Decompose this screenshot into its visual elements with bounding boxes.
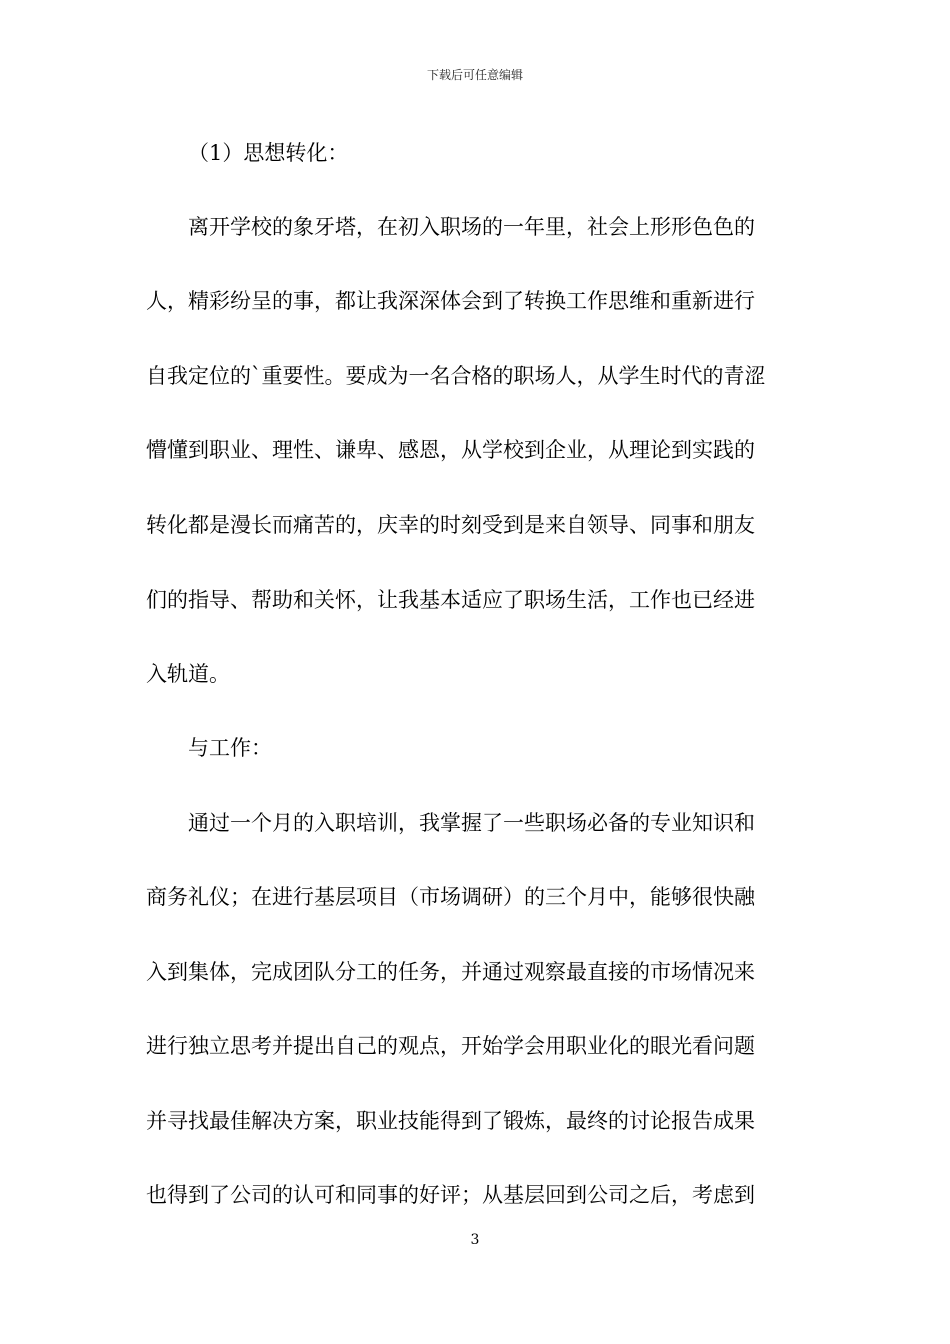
paragraph-line: 入轨道。 <box>146 662 230 686</box>
paragraph-line: 进行独立思考并提出自己的观点，开始学会用职业化的眼光看问题 <box>146 1034 755 1058</box>
paragraph-line: 转化都是漫长而痛苦的，庆幸的时刻受到是来自领导、同事和朋友 <box>146 513 755 537</box>
page-number: 3 <box>470 1232 480 1248</box>
paragraph-line: 人，精彩纷呈的事，都让我深深体会到了转换工作思维和重新进行 <box>146 289 755 313</box>
paragraph-line: 通过一个月的入职培训，我掌握了一些职场必备的专业知识和 <box>188 811 755 835</box>
paragraph-line: 们的指导、帮助和关怀，让我基本适应了职场生活，工作也已经进 <box>146 588 755 612</box>
paragraph-line: 商务礼仪；在进行基层项目（市场调研）的三个月中，能够很快融 <box>146 885 755 909</box>
paragraph-line: 自我定位的`重要性。要成为一名合格的职场人，从学生时代的青涩 <box>146 364 766 388</box>
section-heading: 与工作： <box>188 736 272 760</box>
paragraph-line: 并寻找最佳解决方案，职业技能得到了锻炼，最终的讨论报告成果 <box>146 1109 755 1133</box>
paragraph-line: 懵懂到职业、理性、谦卑、感恩，从学校到企业，从理论到实践的 <box>146 438 755 462</box>
section-heading: （1）思想转化： <box>188 141 349 165</box>
paragraph-line: 入到集体，完成团队分工的任务，并通过观察最直接的市场情况来 <box>146 960 755 984</box>
paragraph-line: 也得到了公司的认可和同事的好评；从基层回到公司之后，考虑到 <box>146 1183 755 1207</box>
paragraph-line: 离开学校的象牙塔，在初入职场的一年里，社会上形形色色的 <box>188 215 755 239</box>
download-note: 下载后可任意编辑 <box>426 68 523 82</box>
